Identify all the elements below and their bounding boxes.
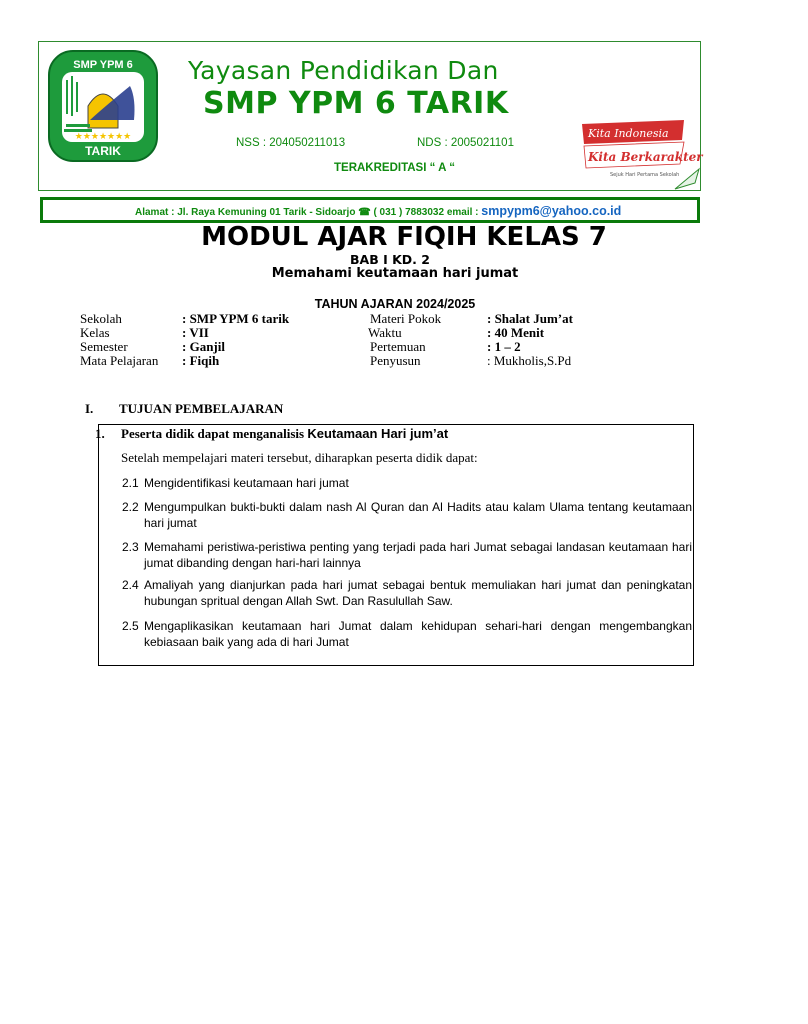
email-link[interactable]: smpypm6@yahoo.co.id (481, 204, 622, 218)
address-text: Alamat : Jl. Raya Kemuning 01 Tarik - Sidoarjo ☎ ( 031 ) 7883032 email : (135, 207, 482, 218)
objective-head-number: 1. (95, 426, 105, 441)
section-number: I. (85, 401, 94, 416)
svg-text:★★★★★★★: ★★★★★★★ (74, 132, 132, 142)
info-label-sekolah: Sekolah (80, 311, 122, 326)
info-value-kelas: : VII (182, 325, 209, 340)
objective-head-text: Peserta didik dapat menganalisis (121, 426, 308, 441)
kita-berkarakter-badge (580, 118, 703, 180)
info-label-waktu: Waktu (368, 325, 402, 340)
info-value-pertemuan: : 1 – 2 (487, 339, 521, 354)
objective-head-topic: Keutamaan Hari jum’at (307, 426, 449, 441)
info-label-pertemuan: Pertemuan (370, 339, 426, 354)
objective-intro: Setelah mempelajari materi tersebut, diharapkan peserta didik dapat: (121, 450, 478, 465)
badge-line3: Sejuk Hari Pertama Sekolah (610, 172, 680, 178)
info-value-penyusun: : Mukholis,S.Pd (487, 353, 572, 368)
school-name: SMP YPM 6 TARIK (203, 86, 509, 121)
objective-number: 2.2 (122, 500, 139, 514)
info-label-kelas: Kelas (80, 325, 110, 340)
objective-number: 2.3 (122, 540, 139, 554)
info-value-semester: : Ganjil (182, 339, 225, 354)
logo-top-text: SMP YPM 6 (73, 59, 133, 71)
info-value-materi: : Shalat Jum’at (487, 311, 573, 326)
list-item (122, 539, 692, 571)
objective-number: 2.1 (122, 476, 139, 490)
nds-number: NDS : 2005021101 (417, 137, 514, 149)
info-label-mapel: Mata Pelajaran (80, 353, 159, 368)
section-title: TUJUAN PEMBELAJARAN (119, 401, 284, 416)
objective-text: Mengumpulkan bukti-bukti dalam nash Al Quran dan Al Hadits atau kalam Ulama tentang keutamaan hari jumat (144, 500, 692, 530)
address-text-wrap (135, 204, 621, 218)
info-value-mapel: : Fiqih (182, 353, 220, 368)
logo-bottom-text: TARIK (85, 144, 121, 158)
list-item (122, 618, 692, 650)
academic-year: TAHUN AJARAN 2024/2025 (314, 297, 476, 311)
address-bar (40, 197, 700, 223)
objective-text: Memahami peristiwa-peristiwa penting yang terjadi pada hari Jumat sebagai landasan keutamaan hari jumat dibanding dengan hari-hari lainnya (144, 540, 692, 570)
module-title: MODUL AJAR FIQIH KELAS 7 (201, 222, 607, 252)
nss-number: NSS : 204050211013 (236, 137, 346, 149)
objective-head (121, 426, 448, 442)
info-label-materi: Materi Pokok (370, 311, 442, 326)
list-item (122, 475, 692, 491)
badge-line1: Kita Indonesia (588, 127, 669, 140)
school-logo (48, 50, 158, 162)
info-value-sekolah: : SMP YPM 6 tarik (182, 311, 290, 326)
list-item (122, 499, 692, 531)
objective-text: Mengidentifikasi keutamaan hari jumat (144, 476, 349, 490)
module-subtitle: Memahami keutamaan hari jumat (271, 266, 519, 281)
badge-line2: Kita Berkarakter (588, 150, 703, 164)
objective-text: Amaliyah yang dianjurkan pada hari jumat sebagai bentuk memuliakan hari jumat dan peningkatan hubungan spritual dengan Allah Swt. Dan Rasulullah Saw. (144, 578, 692, 608)
objective-text: Mengaplikasikan keutamaan hari Jumat dalam kehidupan sehari-hari dengan mengembangkan kebiasaan baik yang ada di hari Jumat (144, 619, 692, 649)
foundation-name: Yayasan Pendidikan Dan (188, 56, 499, 85)
info-label-semester: Semester (80, 339, 128, 354)
accreditation-label: TERAKREDITASI “ A “ (334, 162, 455, 174)
info-label-penyusun: Penyusun (370, 353, 421, 368)
objective-number: 2.5 (122, 619, 139, 633)
chapter-label: BAB I KD. 2 (350, 252, 430, 267)
list-item (122, 577, 692, 609)
info-value-waktu: : 40 Menit (487, 325, 545, 340)
objective-number: 2.4 (122, 578, 139, 592)
